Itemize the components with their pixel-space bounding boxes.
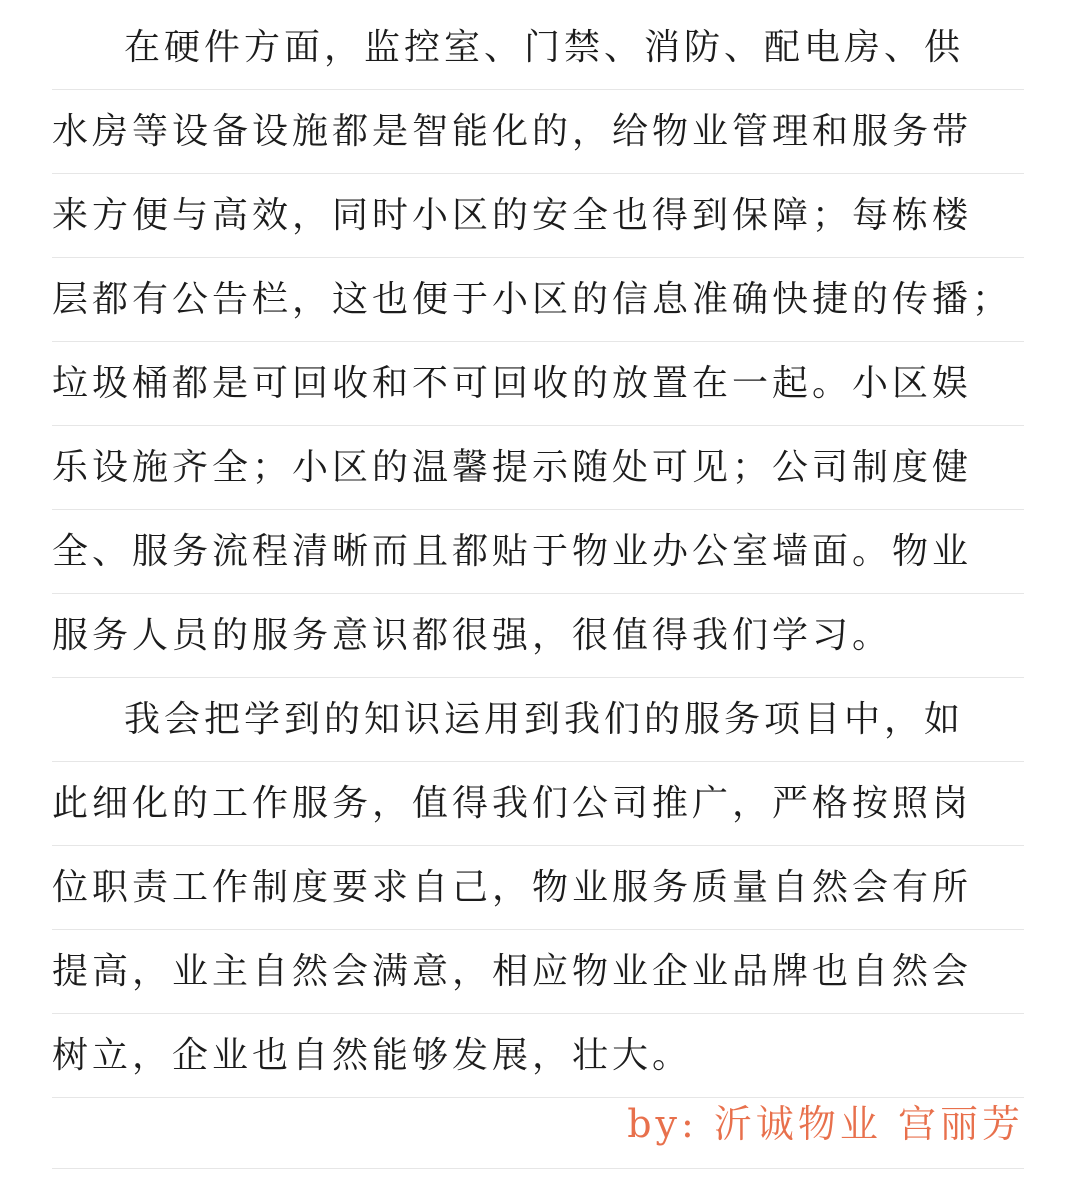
text-line: 乐设施齐全；小区的温馨提示随处可见；公司制度健 bbox=[52, 426, 1024, 510]
text-line: 层都有公告栏，这也便于小区的信息准确快捷的传播； bbox=[52, 258, 1024, 342]
text-line: 我会把学到的知识运用到我们的服务项目中，如 bbox=[52, 678, 1024, 762]
text-line: 水房等设备设施都是智能化的，给物业管理和服务带 bbox=[52, 90, 1024, 174]
text-line: 树立，企业也自然能够发展，壮大。 bbox=[52, 1014, 1024, 1098]
text-line: 提高，业主自然会满意，相应物业企业品牌也自然会 bbox=[52, 930, 1024, 1014]
text-line: 全、服务流程清晰而且都贴于物业办公室墙面。物业 bbox=[52, 510, 1024, 594]
ruled-line bbox=[52, 1168, 1024, 1169]
text-line: 此细化的工作服务，值得我们公司推广，严格按照岗 bbox=[52, 762, 1024, 846]
text-line: 位职责工作制度要求自己，物业服务质量自然会有所 bbox=[52, 846, 1024, 930]
text-line: 来方便与高效，同时小区的安全也得到保障；每栋楼 bbox=[52, 174, 1024, 258]
author-signature: by: 沂诚物业 宫丽芳 bbox=[627, 1102, 1024, 1146]
text-line: 服务人员的服务意识都很强，很值得我们学习。 bbox=[52, 594, 1024, 678]
text-line: 在硬件方面，监控室、门禁、消防、配电房、供 bbox=[52, 6, 1024, 90]
text-line: 垃圾桶都是可回收和不可回收的放置在一起。小区娱 bbox=[52, 342, 1024, 426]
